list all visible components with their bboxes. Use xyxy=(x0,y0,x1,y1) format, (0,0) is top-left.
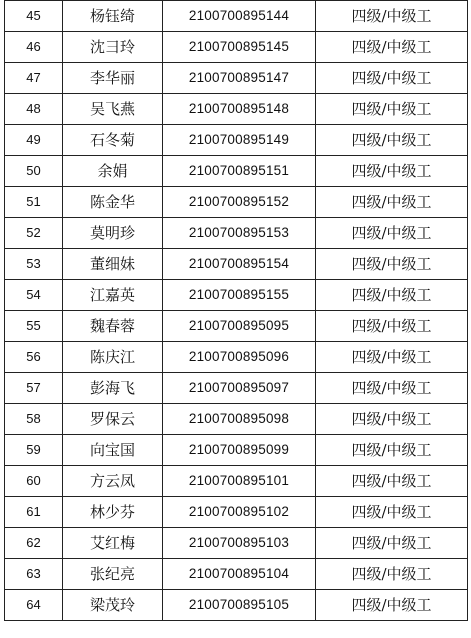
person-name: 吴飞燕 xyxy=(63,94,163,125)
person-name: 杨钰绮 xyxy=(63,1,163,32)
person-name: 林少芬 xyxy=(63,497,163,528)
certificate-number: 2100700895149 xyxy=(163,125,316,156)
person-name: 沈彐玲 xyxy=(63,32,163,63)
certificate-number: 2100700895145 xyxy=(163,32,316,63)
row-number: 64 xyxy=(5,590,63,621)
table-row xyxy=(5,435,468,466)
skill-level: 四级/中级工 xyxy=(316,218,468,249)
certificate-number: 2100700895152 xyxy=(163,187,316,218)
certificate-number: 2100700895151 xyxy=(163,156,316,187)
person-name: 陈金华 xyxy=(63,187,163,218)
row-number: 54 xyxy=(5,280,63,311)
certificate-table xyxy=(4,0,468,621)
certificate-number: 2100700895104 xyxy=(163,559,316,590)
skill-level: 四级/中级工 xyxy=(316,94,468,125)
table-row xyxy=(5,63,468,94)
certificate-table-body xyxy=(5,1,468,621)
table-row xyxy=(5,125,468,156)
skill-level: 四级/中级工 xyxy=(316,590,468,621)
person-name: 余娟 xyxy=(63,156,163,187)
table-row xyxy=(5,218,468,249)
skill-level: 四级/中级工 xyxy=(316,559,468,590)
table-row xyxy=(5,1,468,32)
table-row xyxy=(5,311,468,342)
person-name: 李华丽 xyxy=(63,63,163,94)
certificate-number: 2100700895097 xyxy=(163,373,316,404)
skill-level: 四级/中级工 xyxy=(316,249,468,280)
person-name: 莫明珍 xyxy=(63,218,163,249)
skill-level: 四级/中级工 xyxy=(316,187,468,218)
table-row xyxy=(5,249,468,280)
row-number: 59 xyxy=(5,435,63,466)
skill-level: 四级/中级工 xyxy=(316,342,468,373)
certificate-number: 2100700895099 xyxy=(163,435,316,466)
person-name: 陈庆江 xyxy=(63,342,163,373)
certificate-number: 2100700895155 xyxy=(163,280,316,311)
row-number: 58 xyxy=(5,404,63,435)
skill-level: 四级/中级工 xyxy=(316,373,468,404)
certificate-number: 2100700895098 xyxy=(163,404,316,435)
certificate-number: 2100700895102 xyxy=(163,497,316,528)
row-number: 60 xyxy=(5,466,63,497)
row-number: 52 xyxy=(5,218,63,249)
table-row xyxy=(5,187,468,218)
person-name: 张纪亮 xyxy=(63,559,163,590)
skill-level: 四级/中级工 xyxy=(316,311,468,342)
row-number: 63 xyxy=(5,559,63,590)
row-number: 49 xyxy=(5,125,63,156)
row-number: 55 xyxy=(5,311,63,342)
row-number: 57 xyxy=(5,373,63,404)
skill-level: 四级/中级工 xyxy=(316,156,468,187)
row-number: 45 xyxy=(5,1,63,32)
skill-level: 四级/中级工 xyxy=(316,1,468,32)
person-name: 向宝国 xyxy=(63,435,163,466)
skill-level: 四级/中级工 xyxy=(316,63,468,94)
certificate-number: 2100700895105 xyxy=(163,590,316,621)
table-row xyxy=(5,342,468,373)
person-name: 江嘉英 xyxy=(63,280,163,311)
skill-level: 四级/中级工 xyxy=(316,280,468,311)
certificate-number: 2100700895154 xyxy=(163,249,316,280)
skill-level: 四级/中级工 xyxy=(316,435,468,466)
row-number: 61 xyxy=(5,497,63,528)
skill-level: 四级/中级工 xyxy=(316,466,468,497)
row-number: 62 xyxy=(5,528,63,559)
certificate-number: 2100700895148 xyxy=(163,94,316,125)
table-row xyxy=(5,404,468,435)
table-row xyxy=(5,590,468,621)
certificate-number: 2100700895096 xyxy=(163,342,316,373)
person-name: 方云凤 xyxy=(63,466,163,497)
row-number: 56 xyxy=(5,342,63,373)
skill-level: 四级/中级工 xyxy=(316,32,468,63)
certificate-number: 2100700895147 xyxy=(163,63,316,94)
row-number: 48 xyxy=(5,94,63,125)
certificate-number: 2100700895101 xyxy=(163,466,316,497)
person-name: 艾红梅 xyxy=(63,528,163,559)
certificate-number: 2100700895144 xyxy=(163,1,316,32)
row-number: 46 xyxy=(5,32,63,63)
row-number: 50 xyxy=(5,156,63,187)
skill-level: 四级/中级工 xyxy=(316,497,468,528)
skill-level: 四级/中级工 xyxy=(316,404,468,435)
person-name: 魏春蓉 xyxy=(63,311,163,342)
person-name: 梁茂玲 xyxy=(63,590,163,621)
table-row xyxy=(5,156,468,187)
skill-level: 四级/中级工 xyxy=(316,125,468,156)
table-row xyxy=(5,497,468,528)
table-row xyxy=(5,528,468,559)
table-row xyxy=(5,94,468,125)
person-name: 石冬菊 xyxy=(63,125,163,156)
certificate-number: 2100700895153 xyxy=(163,218,316,249)
row-number: 47 xyxy=(5,63,63,94)
certificate-number: 2100700895103 xyxy=(163,528,316,559)
table-row xyxy=(5,280,468,311)
table-row xyxy=(5,559,468,590)
table-row xyxy=(5,32,468,63)
skill-level: 四级/中级工 xyxy=(316,528,468,559)
person-name: 罗保云 xyxy=(63,404,163,435)
table-row xyxy=(5,466,468,497)
certificate-number: 2100700895095 xyxy=(163,311,316,342)
row-number: 53 xyxy=(5,249,63,280)
table-row xyxy=(5,373,468,404)
person-name: 董细妹 xyxy=(63,249,163,280)
person-name: 彭海飞 xyxy=(63,373,163,404)
row-number: 51 xyxy=(5,187,63,218)
